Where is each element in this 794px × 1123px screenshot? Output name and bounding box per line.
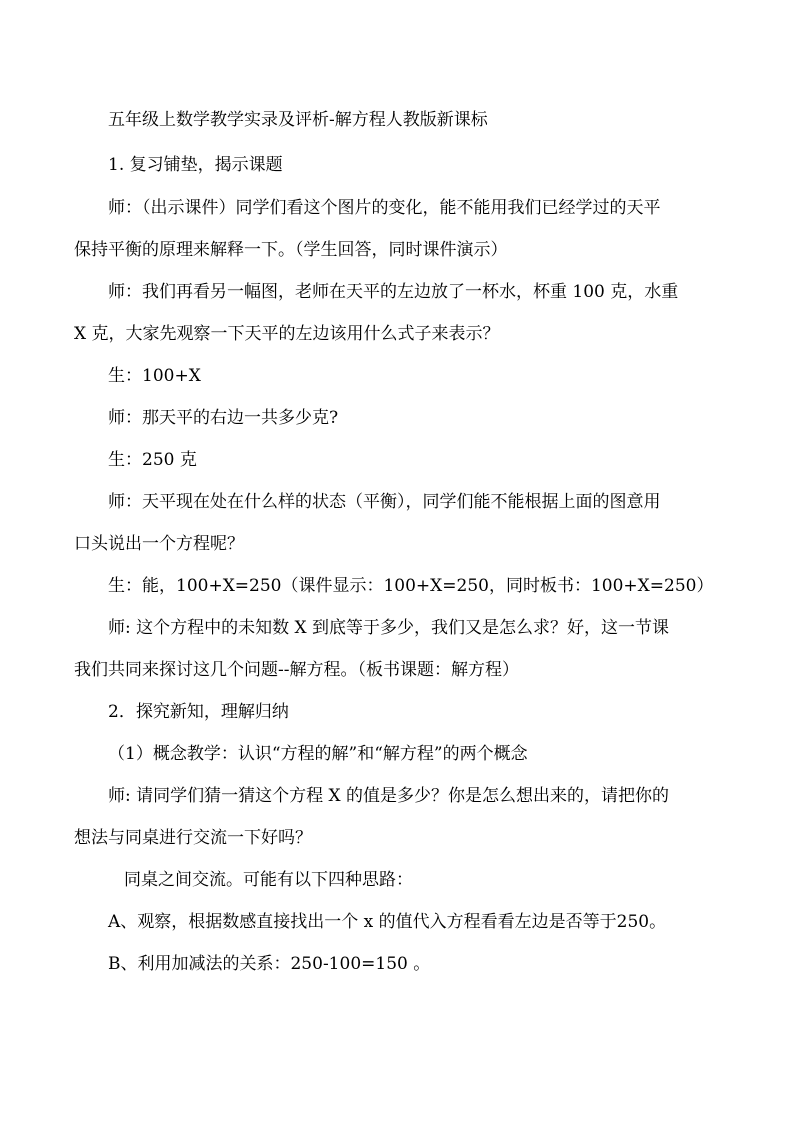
paragraph-6-line-2: 口头说出一个方程呢？	[74, 534, 244, 554]
paragraph-9-line-1: 师: 请同学们猜一猜这个方程 X 的值是多少？你是怎么想出来的，请把你的	[108, 786, 670, 806]
section-heading-2: 2．探究新知，理解归纳	[108, 702, 289, 722]
section-heading-1: 1. 复习铺垫，揭示课题	[108, 155, 283, 175]
paragraph-1-line-1: 师：（出示课件）同学们看这个图片的变化，能不能用我们已经学过的天平	[108, 198, 661, 218]
paragraph-4: 师：那天平的右边一共多少克?	[108, 408, 339, 428]
paragraph-2-line-2: X 克，大家先观察一下天平的左边该用什么式子来表示？	[74, 324, 500, 344]
paragraph-8-line-1: 师: 这个方程中的未知数 X 到底等于多少，我们又是怎么求？好，这一节课	[108, 618, 670, 638]
list-item-b: B、利用加减法的关系：250-100=150 。	[108, 954, 431, 974]
list-item-a: A、观察，根据数感直接找出一个 x 的值代入方程看看左边是否等于250。	[108, 912, 667, 932]
subsection-heading-1: （1）概念教学：认识“方程的解”和“解方程”的两个概念	[108, 744, 528, 764]
paragraph-6-line-1: 师：天平现在处在什么样的状态（平衡），同学们能不能根据上面的图意用	[108, 492, 661, 512]
document-title: 五年级上数学教学实录及评析-解方程人教版新课标	[108, 110, 488, 130]
paragraph-10: 同桌之间交流。可能有以下四种思路：	[124, 870, 413, 890]
paragraph-3: 生：100+X	[108, 366, 201, 386]
paragraph-5: 生：250 克	[108, 450, 197, 470]
paragraph-7: 生：能，100+X=250（课件显示：100+X=250，同时板书：100+X=250）	[108, 576, 714, 596]
paragraph-8-line-2: 我们共同来探讨这几个问题--解方程。（板书课题：解方程）	[74, 660, 519, 680]
paragraph-1-line-2: 保持平衡的原理来解释一下。（学生回答，同时课件演示）	[74, 240, 508, 260]
paragraph-2-line-1: 师：我们再看另一幅图，老师在天平的左边放了一杯水，杯重 100 克，水重	[108, 282, 679, 302]
paragraph-9-line-2: 想法与同桌进行交流一下好吗？	[74, 828, 312, 848]
